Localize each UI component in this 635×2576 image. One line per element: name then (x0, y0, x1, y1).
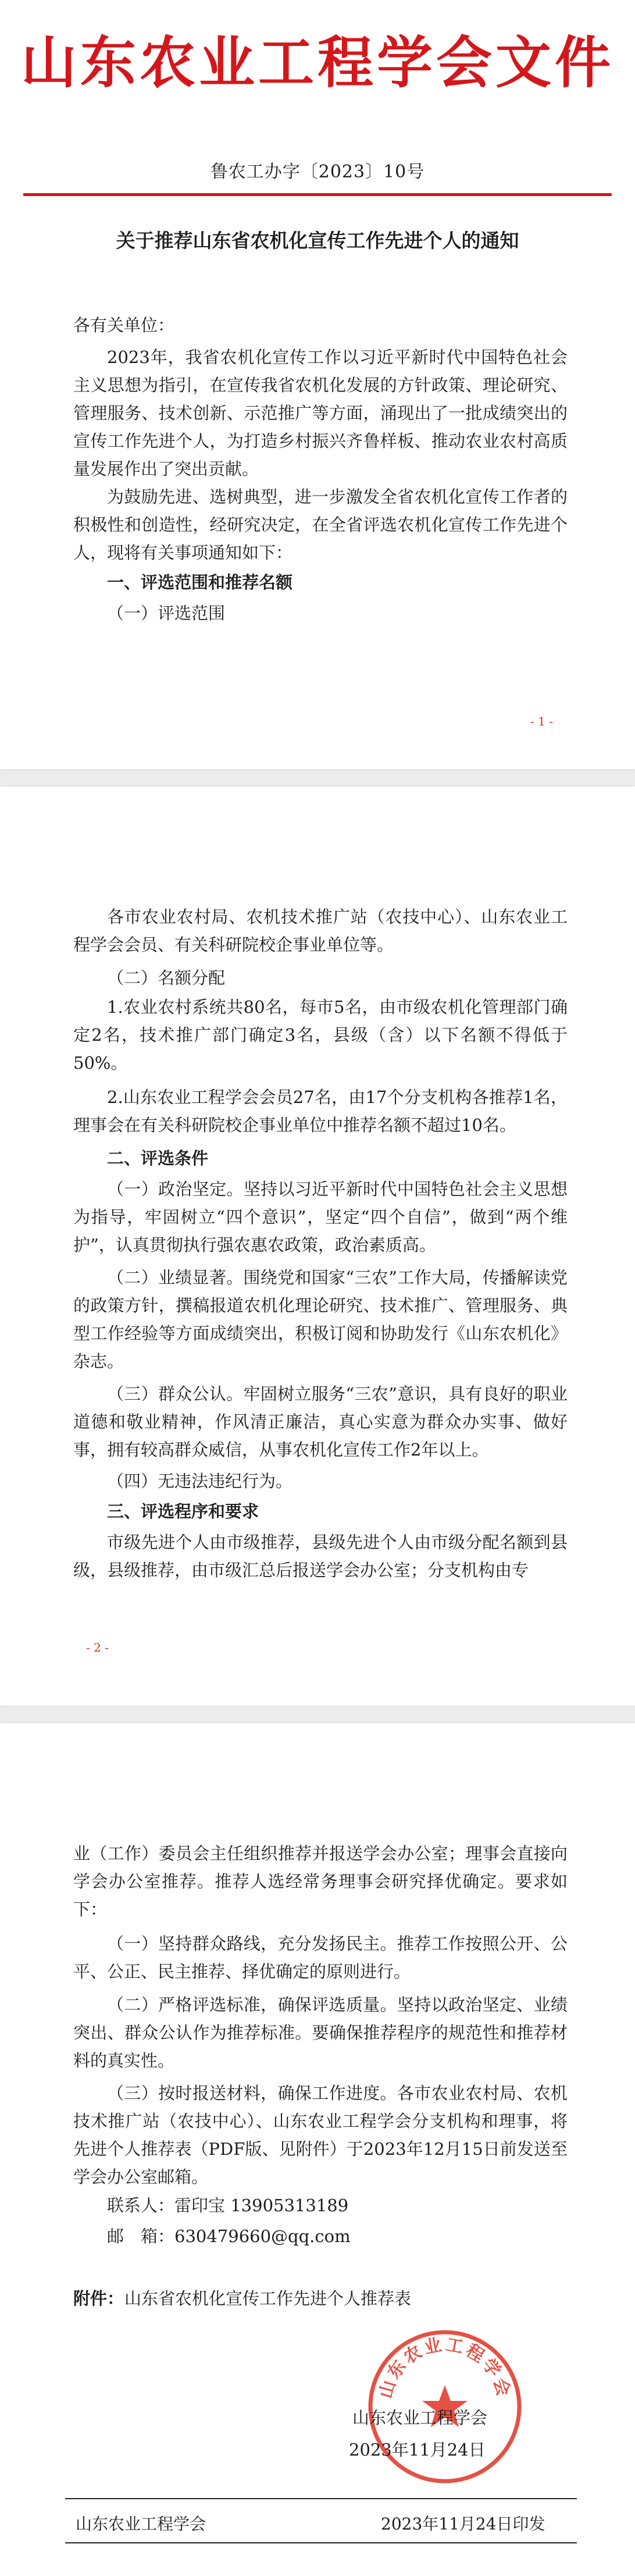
condition-political: （一）政治坚定。坚持以习近平新时代中国特色社会主义思想为指导，牢固树立“四个意识”，坚定“四个自信”，做到“两个维护”，认真贯彻执行强农惠农政策，政治素质高。 (73, 1179, 568, 1255)
email-label: 邮 箱： (107, 2226, 175, 2246)
paragraph-background: 2023年，我省农机化宣传工作以习近平新时代中国特色社会主义思想为指引，在宣传我省农机化发展的方针政策、理论研究、管理服务、技术创新、示范推广等方面，涌现出了一批成绩突出的宣传工作先进个人，为打造乡村振兴齐鲁样板、推动农业农村高质量发展作出了突出贡献。 (73, 347, 568, 479)
notice-title: 关于推荐山东省农机化宣传工作先进个人的通知 (116, 229, 519, 252)
red-divider-line (23, 193, 612, 196)
email-value: 630479660@qq.com (174, 2226, 351, 2246)
footer-bottom-rule (65, 2542, 577, 2543)
footer-organization: 山东农业工程学会 (76, 2514, 206, 2534)
footer-top-rule (65, 2498, 577, 2499)
requirement-democracy: （一）坚持群众路线，充分发扬民主。推荐工作按照公开、公平、公正、民主推荐、择优确定的原则进行。 (73, 1934, 568, 1981)
section-heading-3: 三、评选程序和要求 (107, 1502, 259, 1521)
paragraph-purpose: 为鼓励先进、选树典型，进一步激发全省农机化宣传工作者的积极性和创造性，经研究决定，在全省评选农机化宣传工作先进个人，现将有关事项通知如下： (73, 487, 568, 563)
condition-performance: （二）业绩显著。围绕党和国家“三农”工作大局，传播解读党的政策方针，撰稿报道农机化理论研究、技术推广、管理服务、典型工作经验等方面成绩突出，积极订阅和协助发行《山东农机化》杂志。 (73, 1268, 568, 1371)
attachment-value: 山东省农机化宣传工作先进个人推荐表 (124, 2289, 412, 2308)
subheading-scope: （一）评选范围 (107, 603, 226, 623)
condition-lawful: （四）无违法违纪行为。 (107, 1471, 293, 1491)
document-page-3 (0, 1723, 635, 2576)
requirement-standards: （二）严格评选标准，确保评选质量。坚持以政治坚定、业绩突出、群众公认作为推荐标准。要确保推荐程序的规范性和推荐材料的真实性。 (73, 1995, 568, 2070)
page-number: - 2 - (86, 1641, 109, 1655)
condition-recognition: （三）群众公认。牢固树立服务“三农”意识，具有良好的职业道德和敬业精神，作风清正廉洁，真心实意为群众办实事、做好事，拥有较高群众威信，从事农机化宣传工作2年以上。 (73, 1384, 568, 1460)
salutation: 各有关单位： (73, 315, 175, 335)
section-heading-1: 一、评选范围和推荐名额 (107, 572, 293, 592)
attachment-label: 附件： (73, 2289, 124, 2308)
requirement-deadline: （三）按时报送材料，确保工作进度。各市农业农村局、农机技术推广站（农技中心）、山东农业工程学会分支机构和理事，将先进个人推荐表（PDF版、见附件）于2023年12月15日前发送至学会办公室邮箱。 (73, 2083, 568, 2187)
paragraph-procedure-continued: 业（工作）委员会主任组织推荐并报送学会办公室；理事会直接向学会办公室推荐。推荐人选经常务理事会研究择优确定。要求如下： (73, 1844, 568, 1919)
document-page-1 (0, 0, 635, 769)
paragraph-quota-1: 1.农业农村系统共80名，每市5名，由市级农机化管理部门确定2名，技术推广部门确定3名，县级（含）以下名额不得低于50%。 (73, 997, 568, 1073)
section-heading-2: 二、评选条件 (107, 1148, 209, 1168)
paragraph-scope: 各市农业农村局、农机技术推广站（农技中心）、山东农业工程学会会员、有关科研院校企事业单位等。 (73, 907, 568, 955)
paragraph-quota-2: 2.山东农业工程学会会员27名，由17个分支机构各推荐1名，理事会在有关科研院校企事业单位中推荐名额不超过10名。 (73, 1087, 568, 1135)
contact-label: 联系人： (107, 2196, 175, 2215)
document-number: 鲁农工办字〔2023〕10号 (210, 162, 425, 182)
signature-date: 2023年11月24日 (349, 2440, 486, 2460)
paragraph-procedure: 市级先进个人由市级推荐，县级先进个人由市级分配名额到县级，县级推荐，由市级汇总后报送学会办公室；分支机构由专 (73, 1532, 568, 1580)
masthead-title: 山东农业工程学会文件 (21, 30, 614, 95)
page-number: - 1 - (530, 714, 553, 728)
footer-issue-date: 2023年11月24日印发 (381, 2514, 545, 2534)
subheading-quota: （二）名额分配 (107, 968, 226, 988)
document-page-2 (0, 787, 635, 1706)
seal-text: 山东农业工程学会 (375, 2334, 515, 2401)
contact-value: 雷印宝 13905313189 (174, 2196, 349, 2215)
signature-organization: 山东农业工程学会 (352, 2408, 488, 2428)
